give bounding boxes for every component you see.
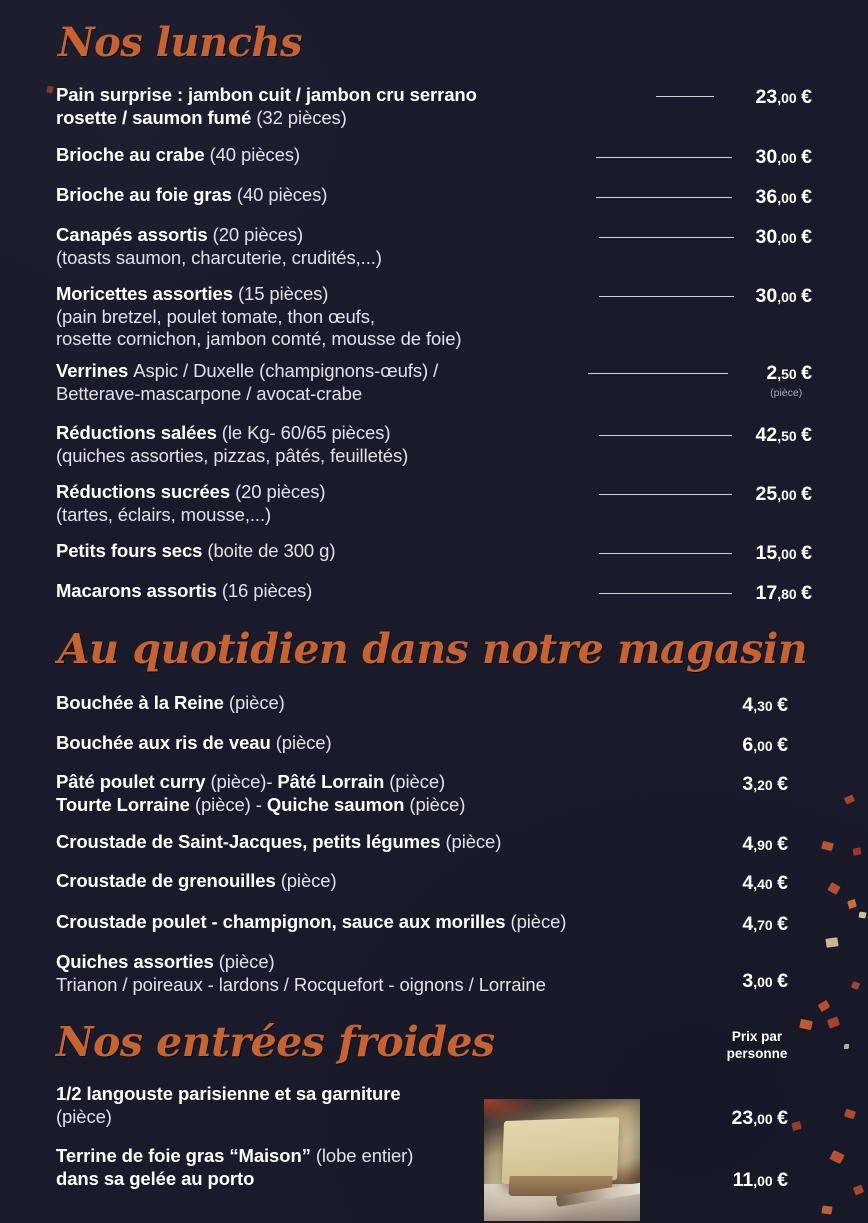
item-detail: (pain bretzel, poulet tomate, thon œufs, (56, 305, 375, 327)
item-detail: rosette cornichon, jambon comté, mousse de foie) (56, 328, 462, 350)
price-integer: 30 (755, 146, 778, 168)
currency-symbol: € (801, 226, 812, 248)
item-qty-part: (lobe entier) (315, 1145, 414, 1166)
menu-row[interactable] (56, 360, 812, 405)
price-cents: ,00 (777, 487, 797, 503)
price-cents: ,40 (753, 876, 773, 892)
menu-item-name (56, 283, 812, 351)
menu-item-name (56, 1083, 812, 1128)
price-cents: ,00 (777, 546, 797, 562)
menu-row[interactable] (56, 481, 812, 526)
item-name-part: rosette / saumon fumé (56, 106, 257, 128)
item-name-part: Bouchée aux ris de veau (56, 732, 276, 753)
currency-symbol: € (801, 582, 812, 604)
item-qty-part: (pièce) (280, 870, 337, 891)
price-cents: ,80 (777, 586, 797, 602)
price-cents: ,00 (753, 1173, 773, 1189)
item-detail: Aspic / Duxelle (champignons-œufs) / (133, 360, 439, 381)
confetti-speck (859, 911, 867, 918)
confetti-speck (851, 981, 860, 990)
confetti-speck (821, 841, 834, 852)
item-name-part: Croustade de grenouilles (56, 870, 281, 891)
price-column-label (702, 1029, 812, 1063)
currency-symbol: € (777, 694, 788, 716)
leader-line (599, 593, 732, 594)
menu-item-price (756, 287, 812, 307)
item-name-part: Verrines (56, 360, 134, 381)
menu-row[interactable] (56, 1145, 812, 1190)
price-integer: 23 (731, 1107, 754, 1129)
menu-item-price (756, 88, 812, 108)
leader-line (599, 494, 732, 495)
menu-item-price (756, 485, 812, 505)
menu-item-name (56, 580, 812, 603)
item-name-part: Quiches assorties (56, 951, 219, 972)
menu-row[interactable] (56, 771, 812, 816)
menu-item-name (56, 870, 812, 893)
menu-row[interactable] (56, 580, 812, 603)
price-column-label-line1: Prix par (731, 1029, 783, 1044)
menu-item-name (56, 692, 812, 715)
menu-item-price (742, 874, 788, 894)
menu-item-name (56, 224, 812, 269)
confetti-speck (844, 1109, 856, 1120)
item-qty-part: (boite de 300 g) (207, 540, 336, 561)
menu-item-price (756, 426, 812, 446)
item-name-part: 1/2 langouste parisienne et sa garniture (56, 1083, 401, 1104)
price-cents: ,90 (753, 837, 773, 853)
currency-symbol: € (777, 872, 788, 894)
item-qty-part: (20 pièces) (212, 224, 304, 245)
currency-symbol: € (801, 542, 812, 564)
menu-item-price (742, 775, 788, 795)
item-name-part: Bouchée à la Reine (56, 692, 229, 713)
currency-symbol: € (777, 734, 788, 756)
item-detail: (tartes, éclairs, mousse,...) (56, 503, 272, 525)
item-name-part: Croustade de Saint-Jacques, petits légumes (56, 831, 446, 852)
price-integer: 11 (732, 1169, 754, 1191)
currency-symbol: € (777, 1169, 788, 1191)
currency-symbol: € (777, 970, 788, 992)
currency-symbol: € (777, 1107, 788, 1129)
menu-item-price (766, 364, 812, 398)
item-name-part: Petits fours secs (56, 540, 208, 561)
price-cents: ,20 (753, 777, 773, 793)
menu-row[interactable] (56, 951, 812, 996)
item-qty-part: (pièce)- (210, 771, 278, 792)
confetti-speck (46, 85, 53, 93)
currency-symbol: € (801, 424, 812, 446)
item-qty-part: (pièce) (228, 692, 285, 713)
item-qty-part: (40 pièces) (209, 144, 300, 165)
confetti-speck (825, 937, 838, 948)
price-integer: 30 (755, 285, 778, 307)
currency-symbol: € (801, 186, 812, 208)
confetti-speck (829, 1150, 844, 1164)
item-detail: (toasts saumon, charcuterie, crudités,...) (56, 246, 382, 268)
section-heading-lunchs: Nos lunchs (58, 19, 303, 66)
price-cents: ,50 (777, 366, 797, 382)
confetti-speck (844, 1044, 849, 1049)
item-name-part: Réductions sucrées (56, 481, 236, 502)
menu-item-price (756, 148, 812, 168)
price-cents: ,50 (777, 428, 797, 444)
confetti-speck (847, 899, 857, 909)
section-heading-quotidien: Au quotidien dans notre magasin (58, 625, 808, 673)
item-qty-part: (32 pièces) (256, 106, 347, 128)
price-column-label-line2: personne (726, 1045, 788, 1061)
menu-item-name (56, 831, 812, 854)
menu-item-name (56, 184, 812, 207)
item-name-part: Pâté poulet curry (56, 771, 211, 792)
menu-item-name (56, 422, 812, 467)
menu-item-price (742, 736, 788, 756)
menu-item-price (756, 228, 812, 248)
menu-item-name (56, 84, 812, 129)
price-integer: 4 (742, 833, 754, 855)
price-cents: ,00 (777, 150, 797, 166)
item-qty-part: (pièce) - (194, 793, 267, 815)
menu-row[interactable] (56, 224, 812, 269)
menu-item-price (742, 972, 788, 992)
price-integer: 36 (755, 186, 778, 208)
section-heading-entrees-froides: Nos entrées froides (56, 1018, 495, 1066)
currency-symbol: € (777, 833, 788, 855)
menu-item-price (756, 188, 812, 208)
price-integer: 42 (755, 424, 778, 446)
menu-row[interactable] (56, 422, 812, 467)
menu-row[interactable] (56, 732, 812, 755)
confetti-speck (827, 882, 840, 895)
price-cents: ,00 (777, 289, 797, 305)
price-cents: ,70 (753, 917, 773, 933)
currency-symbol: € (801, 285, 812, 307)
confetti-speck (827, 1016, 840, 1028)
menu-item-name (56, 540, 812, 563)
menu-row[interactable] (56, 1083, 812, 1128)
item-name-part: Macarons assortis (56, 580, 222, 601)
menu-row[interactable] (56, 692, 812, 715)
menu-row[interactable] (56, 870, 812, 893)
price-integer: 4 (742, 913, 754, 935)
item-qty-part: (pièce) (218, 951, 275, 972)
confetti-speck (821, 1205, 832, 1214)
price-integer: 3 (742, 970, 754, 992)
price-integer: 3 (742, 773, 754, 795)
item-name-part: Quiche saumon (266, 793, 410, 815)
menu-row[interactable] (56, 283, 812, 351)
leader-line (599, 237, 734, 238)
menu-item-price (742, 696, 788, 716)
item-name-part: dans sa gelée au porto (56, 1167, 255, 1189)
item-detail: (quiches assorties, pizzas, pâtés, feuilletés) (56, 444, 409, 466)
item-name-part: Tourte Lorraine (56, 793, 195, 815)
menu-item-name (56, 732, 812, 755)
leader-line (588, 373, 728, 374)
currency-symbol: € (777, 913, 788, 935)
item-qty-part: (pièce) (275, 732, 332, 753)
leader-line (599, 296, 734, 297)
menu-item-price (756, 544, 812, 564)
menu-row[interactable] (56, 144, 812, 167)
price-integer: 30 (755, 226, 778, 248)
price-cents: ,30 (753, 698, 773, 714)
menu-item-name (56, 144, 812, 167)
price-cents: ,00 (753, 974, 773, 990)
menu-item-price (732, 1109, 788, 1129)
price-integer: 6 (742, 734, 754, 756)
menu-item-name (56, 771, 812, 816)
menu-row[interactable] (56, 184, 812, 207)
currency-symbol: € (801, 86, 812, 108)
confetti-speck (853, 1185, 864, 1196)
item-name-part: Canapés assortis (56, 224, 213, 245)
item-qty-part: (40 pièces) (236, 184, 328, 205)
item-qty-part: (20 pièces) (235, 481, 326, 502)
price-cents: ,00 (777, 190, 797, 206)
currency-symbol: € (801, 362, 812, 384)
menu-item-price (742, 915, 788, 935)
item-name-part: Terrine de foie gras “Maison” (56, 1145, 316, 1166)
menu-row[interactable] (56, 540, 812, 563)
currency-symbol: € (801, 146, 812, 168)
item-name-part: Moricettes assorties (56, 283, 238, 304)
item-qty-part: (pièce) (409, 793, 466, 815)
leader-line (656, 96, 714, 97)
price-integer: 15 (755, 542, 778, 564)
price-note: (pièce) (770, 386, 803, 399)
leader-line (599, 435, 732, 436)
item-qty-part: (15 pièces) (237, 283, 329, 304)
menu-item-name (56, 911, 812, 934)
leader-line (599, 553, 732, 554)
price-integer: 23 (755, 86, 778, 108)
price-integer: 2 (766, 362, 778, 384)
price-cents: ,00 (753, 1111, 773, 1127)
item-name-part: Réductions salées (56, 422, 222, 443)
item-qty-part: (16 pièces) (221, 580, 313, 601)
item-detail: Trianon / poireaux - lardons / Rocquefort - oignons / Lorraine (56, 973, 546, 995)
menu-item-name (56, 481, 812, 526)
confetti-speck (852, 847, 861, 855)
price-cents: ,00 (777, 90, 797, 106)
item-qty-part: (pièce) (445, 831, 502, 852)
menu-item-name (56, 951, 812, 996)
leader-line (596, 157, 732, 158)
menu-item-name (56, 1145, 812, 1190)
price-cents: ,00 (753, 738, 773, 754)
item-name-part: Pâté Lorrain (277, 771, 390, 792)
menu-row[interactable] (56, 831, 812, 854)
price-cents: ,00 (777, 230, 797, 246)
price-integer: 17 (755, 582, 778, 604)
currency-symbol: € (801, 483, 812, 505)
confetti-speck (818, 1000, 831, 1012)
item-qty-part: (pièce) (510, 911, 567, 932)
item-name-part: Brioche au crabe (56, 144, 210, 165)
price-integer: 4 (742, 872, 754, 894)
menu-item-price (742, 835, 788, 855)
item-qty-part: (le Kg- 60/65 pièces) (221, 422, 391, 443)
menu-item-name (56, 360, 812, 405)
item-name-part: Croustade poulet - champignon, sauce aux morilles (56, 911, 511, 932)
menu-item-price (733, 1171, 788, 1191)
item-name-part: Brioche au foie gras (56, 184, 237, 205)
menu-row[interactable] (56, 84, 812, 129)
currency-symbol: € (777, 773, 788, 795)
item-qty-part: (pièce) (389, 771, 446, 792)
item-name-part: Pain surprise : jambon cuit / jambon cru serrano (56, 84, 477, 105)
item-detail: Betterave-mascarpone / avocat-crabe (56, 382, 363, 404)
price-integer: 4 (742, 694, 754, 716)
leader-line (596, 197, 732, 198)
confetti-speck (844, 794, 855, 804)
price-integer: 25 (755, 483, 778, 505)
item-qty-part: (pièce) (56, 1105, 112, 1127)
menu-item-price (756, 584, 812, 604)
menu-row[interactable] (56, 911, 812, 934)
